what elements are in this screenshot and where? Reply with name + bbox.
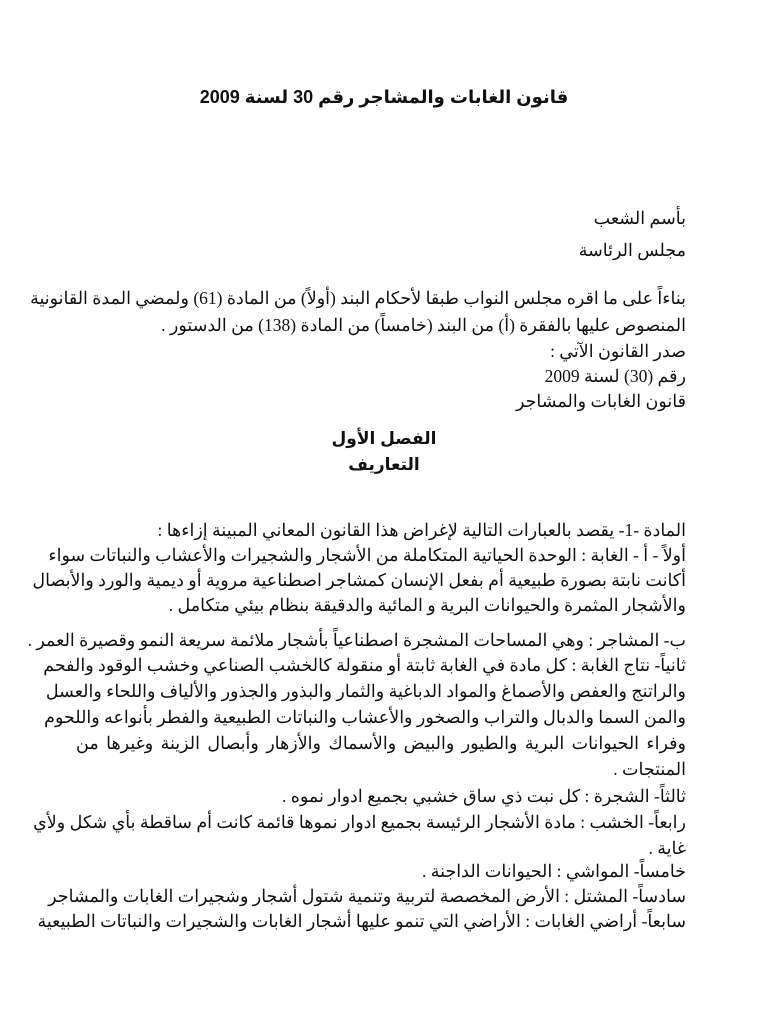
body-line: والراتنج والعفص والأصماغ والمواد الدباغية والثمار والبذور والجذور والألياف واللحاء والعسل [45,681,686,701]
body-line: رابعاً- الخشب : مادة الأشجار الرئيسة بجميع ادوار نموها قائمة كانت أم ساقطة بأي شكل ولأي [33,812,686,832]
body-line: المنتجات . [613,759,686,779]
body-line: غاية . [648,838,686,858]
body-line: أكانت نابتة بصورة طبيعية أم بفعل الإنسان كمشاجر اصطناعية مروية أو ديمية والورد والأبصال [32,570,686,590]
body-line: المادة -1- يقصد بالعبارات التالية لإغراض هذا القانون المعاني المبينة إزاءها : [157,520,686,540]
chapter-title: الفصل الأول [331,429,437,448]
intro-line: المنصوص عليها بالفقرة (أ) من البند (خامساً) من المادة (138) من الدستور . [161,315,686,335]
body-line: خامساً- المواشي : الحيوانات الداجنة . [422,861,686,881]
body-line: ثالثاً- الشجرة : كل نبت ذي ساق خشبي بجميع ادوار نموه . [281,786,686,806]
body-line: والمن السما والدبال والتراب والصخور والأعشاب والنباتات الطبيعية والفطر بأنواعه واللحوم [44,707,686,727]
body-line: أولاً - أ - الغابة : الوحدة الحياتية المتكاملة من الأشجار والشجيرات والأعشاب والنباتات سواء [48,545,686,565]
preamble-line: مجلس الرئاسة [578,240,686,260]
body-line: وفراء الحيوانات البرية والطيور والبيض والأسماك والأزهار وأبصال الزينة وغيرها من [76,733,686,753]
intro-line: رقم (30) لسنة 2009 [544,366,686,386]
preamble-line: بأسم الشعب [593,208,686,228]
body-line: والأشجار المثمرة والحيوانات البرية و المائية والدقيقة بنظام بيئي متكامل . [168,595,686,615]
intro-line: بناءاً على ما اقره مجلس النواب طبقا لأحكام البند (أولاً) من المادة (61) ولمضي المدة القانونية [30,288,686,308]
chapter-subtitle: التعاريف [348,455,420,474]
body-line: سادساً- المشتل : الأرض المخصصة لتربية وتنمية شتول أشجار وشجيرات الغابات والمشاجر [48,886,686,906]
body-line: سابعاً- أراضي الغابات : الأراضي التي تنمو عليها أشجار الغابات والشجيرات والنباتات الطبيعية [37,911,686,931]
intro-line: قانون الغابات والمشاجر [515,391,686,411]
document-title: قانون الغابات والمشاجر رقم 30 لسنة 2009 [199,87,569,107]
body-line: ب- المشاجر : وهي المساحات المشجرة اصطناعياً بأشجار ملائمة سريعة النمو وقصيرة العمر . [27,630,686,650]
intro-line: صدر القانون الآتي : [550,341,686,361]
body-line: ثانياً- نتاج الغابة : كل مادة في الغابة ثابتة أو منقولة كالخشب الصناعي وخشب الوقود والفحم [43,655,686,675]
